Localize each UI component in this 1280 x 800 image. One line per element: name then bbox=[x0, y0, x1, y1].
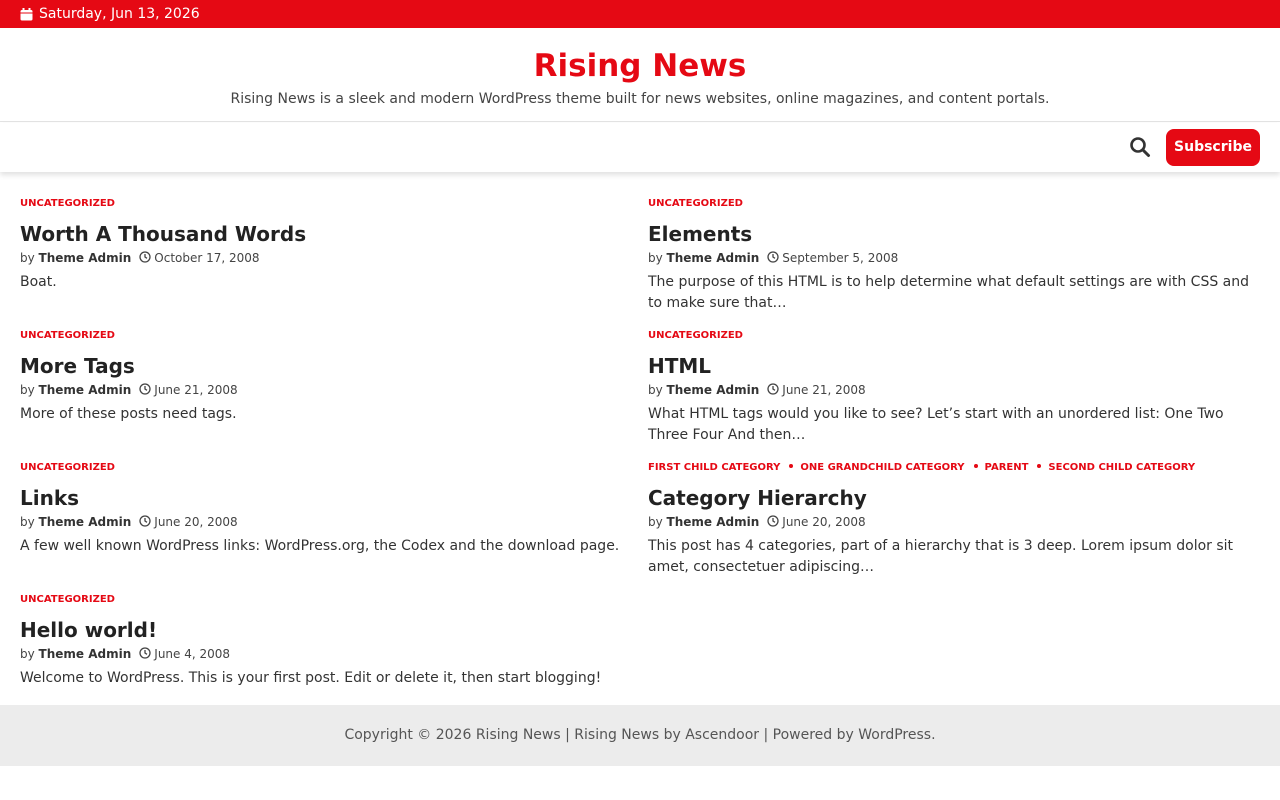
post-author-link[interactable]: Theme Admin bbox=[38, 251, 132, 265]
clock-icon bbox=[767, 250, 779, 262]
category-link[interactable]: UNCATEGORIZED bbox=[648, 330, 743, 341]
footer-separator: | Powered by bbox=[759, 727, 859, 743]
post-by-label: by bbox=[648, 383, 663, 397]
site-description: Rising News is a sleek and modern WordPress theme built for news websites, online magazines, and content portals. bbox=[230, 91, 1050, 107]
post-meta bbox=[20, 645, 632, 663]
footer-site-link[interactable]: Rising News bbox=[475, 727, 561, 743]
post-excerpt: The purpose of this HTML is to help determine what default settings are with CSS and to make sure that… bbox=[648, 274, 1250, 311]
post-author-link[interactable]: Theme Admin bbox=[666, 251, 760, 265]
clock-icon bbox=[139, 646, 151, 658]
post-by-label: by bbox=[20, 515, 35, 529]
site-title[interactable]: Rising News bbox=[533, 48, 747, 84]
category-separator bbox=[789, 464, 793, 468]
post-card bbox=[20, 197, 632, 293]
category-link[interactable]: ONE GRANDCHILD CATEGORY bbox=[800, 462, 965, 473]
post-excerpt: What HTML tags would you like to see? Let’s start with an unordered list: One Two Three Four And then… bbox=[648, 406, 1224, 443]
category-link[interactable]: UNCATEGORIZED bbox=[20, 330, 115, 341]
footer-separator: | Rising News by bbox=[560, 727, 686, 743]
category-link[interactable]: UNCATEGORIZED bbox=[20, 198, 115, 209]
category-link[interactable]: UNCATEGORIZED bbox=[648, 198, 743, 209]
category-link[interactable]: UNCATEGORIZED bbox=[20, 594, 115, 605]
post-categories bbox=[648, 329, 1260, 343]
post-date[interactable]: June 21, 2008 bbox=[782, 383, 866, 397]
post-author-link[interactable]: Theme Admin bbox=[666, 383, 760, 397]
post-meta bbox=[648, 381, 1260, 399]
category-link[interactable]: UNCATEGORIZED bbox=[20, 462, 115, 473]
post-date[interactable]: June 20, 2008 bbox=[154, 515, 238, 529]
post-by-label: by bbox=[648, 515, 663, 529]
post-meta bbox=[20, 249, 632, 267]
post-excerpt: Welcome to WordPress. This is your first post. Edit or delete it, then start blogging! bbox=[20, 670, 602, 686]
post-by-label: by bbox=[648, 251, 663, 265]
footer-wordpress-link[interactable]: WordPress bbox=[858, 727, 932, 743]
post-categories bbox=[20, 593, 632, 607]
main-navigation bbox=[0, 123, 1280, 172]
post-author-link[interactable]: Theme Admin bbox=[666, 515, 760, 529]
post-author-link[interactable]: Theme Admin bbox=[38, 515, 132, 529]
post-meta bbox=[20, 513, 632, 531]
post-by-label: by bbox=[20, 647, 35, 661]
post-meta bbox=[20, 381, 632, 399]
category-separator bbox=[1037, 464, 1041, 468]
post-title[interactable]: Hello world! bbox=[20, 618, 158, 642]
post-categories bbox=[20, 197, 632, 211]
post-categories bbox=[20, 461, 632, 475]
post-title[interactable]: Elements bbox=[648, 222, 753, 246]
post-excerpt: This post has 4 categories, part of a hierarchy that is 3 deep. Lorem ipsum dolor sit amet, consectetuer adipiscing… bbox=[648, 538, 1234, 575]
post-card bbox=[648, 197, 1260, 314]
category-link[interactable]: PARENT bbox=[984, 462, 1029, 473]
clock-icon bbox=[767, 514, 779, 526]
site-branding bbox=[0, 29, 1280, 122]
clock-icon bbox=[139, 250, 151, 262]
clock-icon bbox=[767, 382, 779, 394]
post-card bbox=[20, 593, 632, 689]
category-link[interactable]: FIRST CHILD CATEGORY bbox=[648, 462, 781, 473]
post-meta bbox=[648, 249, 1260, 267]
post-date[interactable]: June 21, 2008 bbox=[154, 383, 238, 397]
footer-theme-author-link[interactable]: Ascendoor bbox=[685, 727, 760, 743]
search-icon[interactable] bbox=[1129, 136, 1151, 158]
top-bar bbox=[0, 0, 1280, 28]
post-excerpt: A few well known WordPress links: WordPress.org, the Codex and the download page. bbox=[20, 538, 620, 554]
subscribe-button[interactable]: Subscribe bbox=[1166, 129, 1260, 166]
post-title[interactable]: More Tags bbox=[20, 354, 135, 378]
post-date[interactable]: June 4, 2008 bbox=[154, 647, 231, 661]
post-excerpt: More of these posts need tags. bbox=[20, 406, 237, 422]
post-date[interactable]: September 5, 2008 bbox=[782, 251, 899, 265]
post-by-label: by bbox=[20, 383, 35, 397]
category-link[interactable]: SECOND CHILD CATEGORY bbox=[1048, 462, 1196, 473]
clock-icon bbox=[139, 382, 151, 394]
post-card bbox=[648, 329, 1260, 446]
post-by-label: by bbox=[20, 251, 35, 265]
post-author-link[interactable]: Theme Admin bbox=[38, 647, 132, 661]
footer-copyright: Copyright © 2026 bbox=[344, 727, 476, 743]
post-card bbox=[20, 329, 632, 425]
calendar-icon bbox=[20, 8, 33, 21]
post-author-link[interactable]: Theme Admin bbox=[38, 383, 132, 397]
post-title[interactable]: Links bbox=[20, 486, 80, 510]
current-date: Saturday, Jun 13, 2026 bbox=[39, 6, 200, 22]
post-date[interactable]: October 17, 2008 bbox=[154, 251, 260, 265]
post-title[interactable]: HTML bbox=[648, 354, 712, 378]
site-footer bbox=[0, 705, 1280, 766]
post-card bbox=[648, 461, 1260, 578]
post-categories bbox=[20, 329, 632, 343]
post-categories bbox=[648, 461, 1260, 475]
post-categories bbox=[648, 197, 1260, 211]
category-separator bbox=[974, 464, 978, 468]
post-excerpt: Boat. bbox=[20, 274, 57, 290]
post-title[interactable]: Category Hierarchy bbox=[648, 486, 867, 510]
post-meta bbox=[648, 513, 1260, 531]
post-date[interactable]: June 20, 2008 bbox=[782, 515, 866, 529]
post-card bbox=[20, 461, 632, 557]
clock-icon bbox=[139, 514, 151, 526]
footer-end: . bbox=[931, 727, 936, 743]
post-title[interactable]: Worth A Thousand Words bbox=[20, 222, 307, 246]
